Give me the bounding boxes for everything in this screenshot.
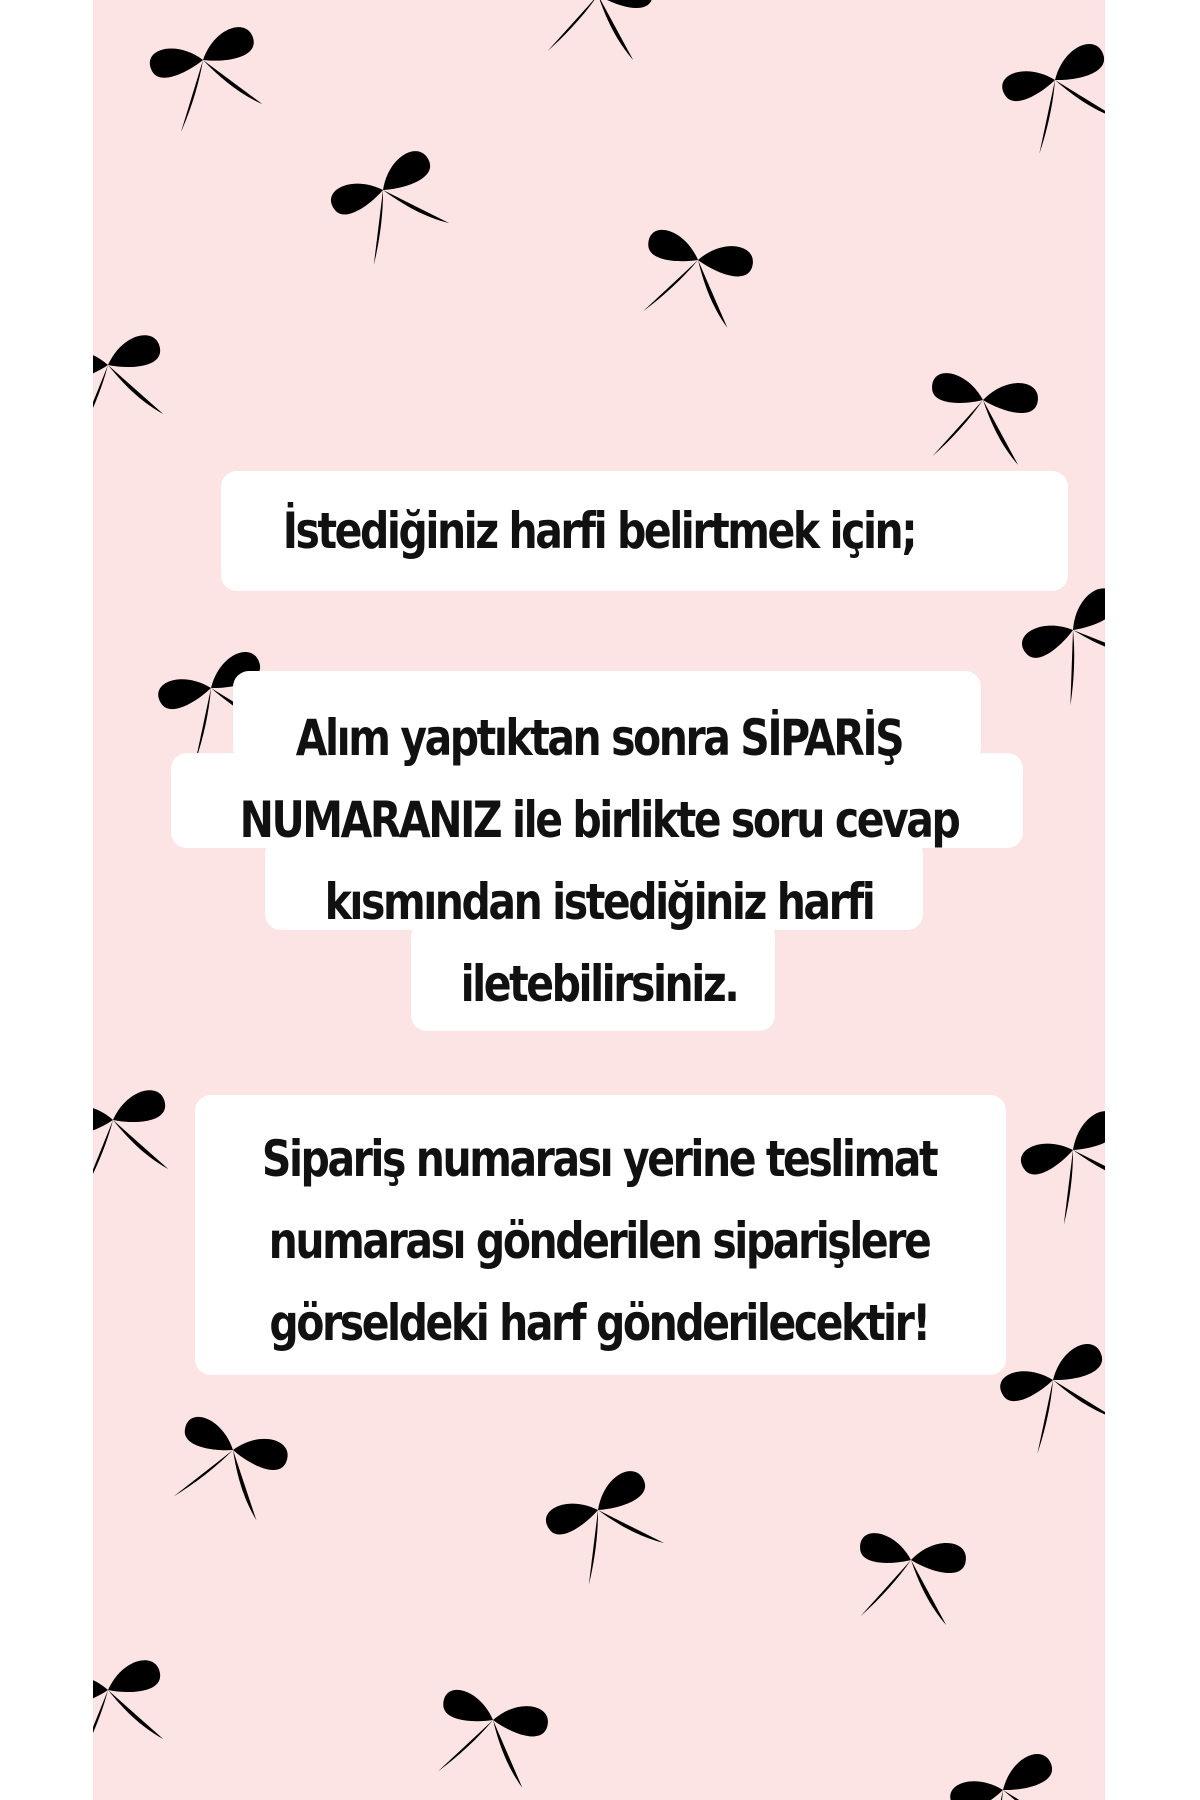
ribbon-bow-icon [426, 1684, 552, 1796]
ribbon-bow-icon [535, 0, 655, 67]
ribbon-bow-icon [146, 23, 272, 135]
ribbon-bow-icon [631, 224, 757, 336]
paragraph-1-line: NUMARANIZ ile birlikte soru cevap [239, 791, 959, 849]
ribbon-bow-icon [93, 333, 172, 438]
heading-text: İstediğiniz harfi belirtmek için; [282, 502, 916, 560]
paragraph-2-line: numarası gönderilen siparişlere [268, 1212, 930, 1270]
paragraph-2 [184, 1118, 1014, 1364]
paragraph-1-line: Alım yaptıktan sonra SİPARİŞ [295, 709, 903, 767]
paragraph-2-line: görseldeki harf gönderilecektir! [269, 1294, 929, 1352]
ribbon-bow-icon [920, 368, 1040, 473]
paragraph-2-line: Sipariş numarası yerine teslimat [261, 1130, 937, 1188]
ribbon-bow-icon [93, 1658, 172, 1763]
ribbon-bow-icon [93, 1088, 177, 1193]
ribbon-bow-icon [848, 1528, 968, 1633]
pink-bow-background [93, 0, 1105, 1800]
ribbon-bow-icon [998, 40, 1105, 159]
ribbon-bow-icon [162, 1410, 292, 1529]
ribbon-bow-icon [540, 1466, 674, 1590]
paragraph-1 [184, 697, 1014, 1025]
paragraph-1-line: kısmından istediğiniz harfi [324, 873, 874, 931]
paragraph-1-line: iletebilirsiniz. [460, 955, 738, 1013]
heading [184, 490, 1014, 572]
ribbon-bow-icon [1015, 1106, 1105, 1230]
ribbon-bow-icon [325, 146, 459, 270]
ribbon-bow-icon [1016, 583, 1105, 712]
ribbon-bow-icon [946, 1750, 1076, 1800]
